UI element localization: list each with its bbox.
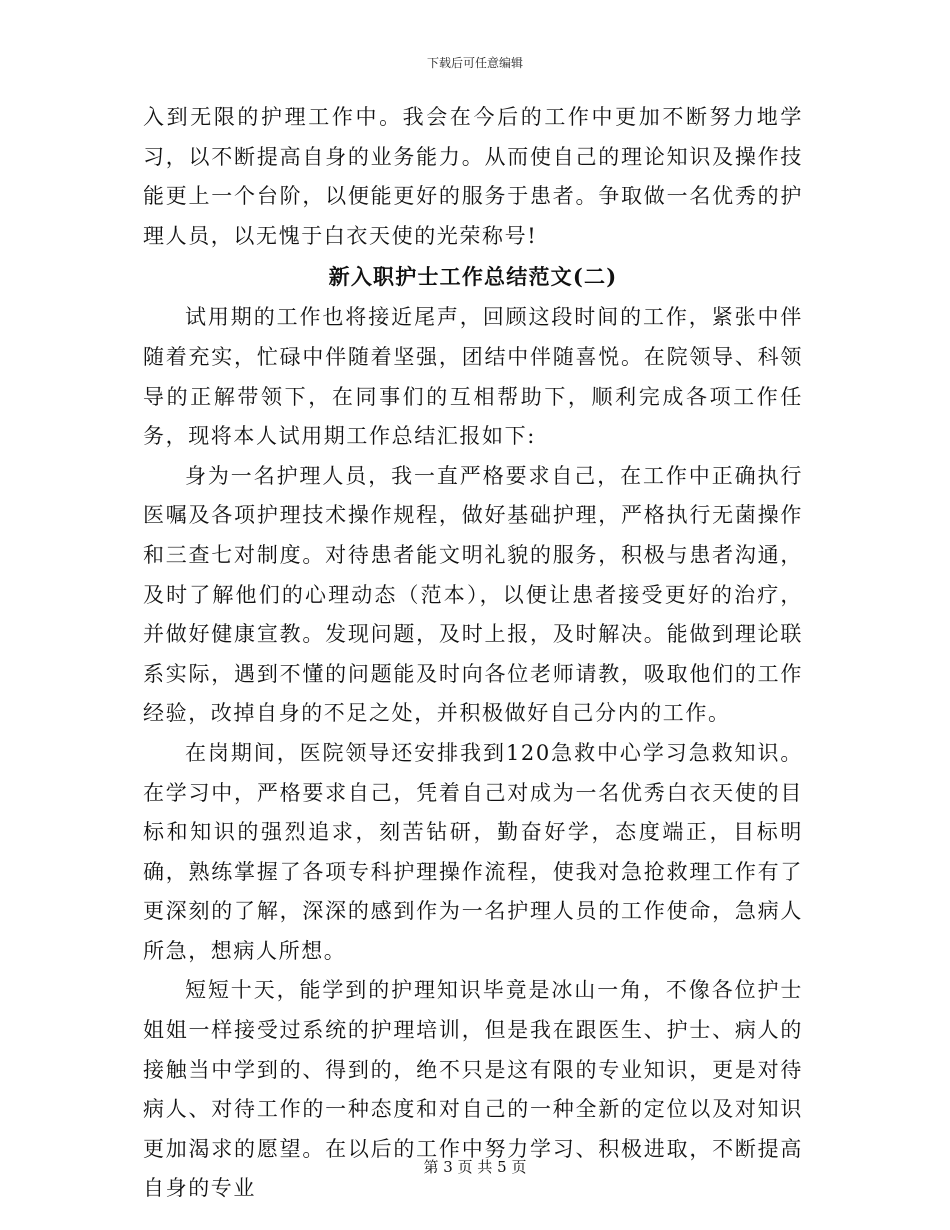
paragraph-duties: 身为一名护理人员，我一直严格要求自己，在工作中正确执行医嘱及各项护理技术操作规程，做好基础护理，严格执行无菌操作和三查七对制度。对待患者能文明礼貌的服务，积极与患者沟通，及时了解他们的心理动态（范本），以便让患者接受更好的治疗，并做好健康宣教。发现问题，及时上报，及时解决。能做到理论联系实际，遇到不懂的问题能及时向各位老师请教，吸取他们的工作经验，改掉自身的不足之处，并积极做好自己分内的工作。 <box>143 463 803 726</box>
section-title: 新入职护士工作总结范文(二) <box>328 264 618 290</box>
paragraph-training: 在岗期间，医院领导还安排我到120急救中心学习急救知识。在学习中，严格要求自己，凭着自己对成为一名优秀白衣天使的目标和知识的强烈追求，刻苦钻研，勤奋好学，态度端正，目标明确，熟练掌握了各项专科护理操作流程，使我对急抢救理工作有了更深刻的了解，深深的感到作为一名护理人员的工作使命，急病人所急，想病人所想。 <box>143 740 803 963</box>
paragraph-intro: 试用期的工作也将接近尾声，回顾这段时间的工作，紧张中伴随着充实，忙碌中伴随着坚强，团结中伴随喜悦。在院领导、科领导的正解带领下，在同事们的互相帮助下，顺利完成各项工作任务，现将本人试用期工作总结汇报如下: <box>143 305 803 449</box>
paragraph-reflection: 短短十天，能学到的护理知识毕竟是冰山一角，不像各位护士姐姐一样接受过系统的护理培训，但是我在跟医生、护士、病人的接触当中学到的、得到的，绝不只是这有限的专业知识，更是对待病人、对待工作的一种态度和对自己的一种全新的定位以及对知识更加渴求的愿望。在以后的工作中努力学习、积极进取，不断提高自身的专业 <box>143 978 803 1201</box>
header-note: 下载后可任意编辑 <box>426 56 523 70</box>
paragraph-continuation: 入到无限的护理工作中。我会在今后的工作中更加不断努力地学习，以不断提高自身的业务能力。从而使自己的理论知识及操作技能更上一个台阶，以便能更好的服务于患者。争取做一名优秀的护理人员，以无愧于白衣天使的光荣称号! <box>143 105 803 248</box>
document-body <box>143 98 803 1209</box>
page-number: 第 3 页 共 5 页 <box>423 1158 527 1176</box>
